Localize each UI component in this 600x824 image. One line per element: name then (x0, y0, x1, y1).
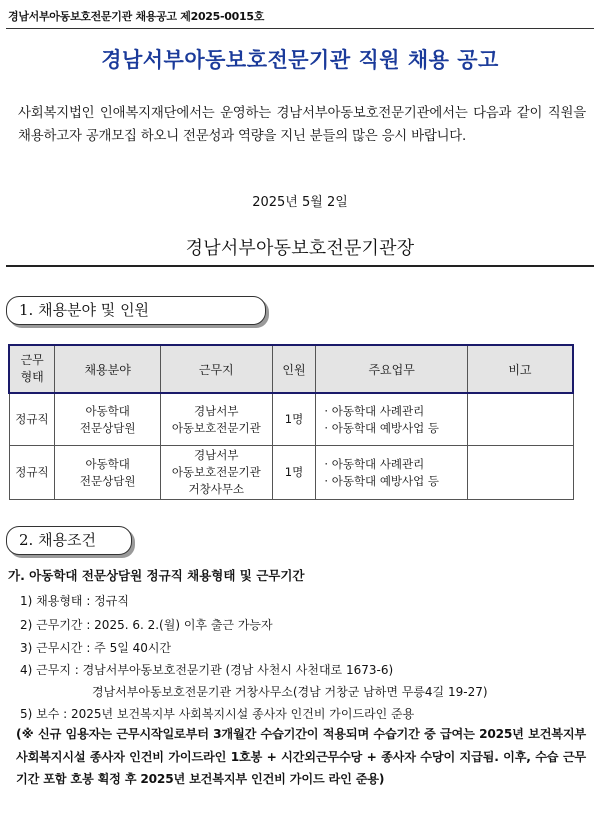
cell-count: 1명 (272, 393, 316, 446)
cell-type: 정규직 (9, 446, 55, 500)
cell-place: 경남서부 아동보호전문기관 (160, 393, 272, 446)
probation-note: (※ 신규 임용자는 근무시작일로부터 3개월간 수습기간이 적용되며 수습기간 중 급여는 2025년 보건복지부 사회복지시설 종사자 인건비 가이드라인 1호봉 + 시간외근무수당 + 종사자 수당이 지급됨. 이후, 수습 근무기간 포함 호봉 획정 후 2025년 보건복지부 인건비 가이드 라인 준용) (16, 727, 586, 786)
cell-remark (467, 393, 573, 446)
condition-employment-type: 1) 채용형태 : 정규직 (20, 594, 129, 608)
organization-head: 경남서부아동보호전문기관장 (185, 238, 415, 259)
condition-work-hours: 3) 근무시간 : 주 5일 40시간 (20, 641, 172, 655)
org-divider (6, 265, 594, 267)
header-remark: 비고 (467, 345, 573, 393)
table-row (9, 446, 573, 500)
section-2-heading: 2. 채용조건 (6, 526, 132, 555)
cell-field: 아동학대 전문상담원 (55, 393, 161, 446)
employment-subheading: 가. 아동학대 전문상담원 정규직 채용형태 및 근무기간 (8, 568, 305, 583)
condition-work-period: 2) 근무기간 : 2025. 6. 2.(월) 이후 출근 가능자 (20, 618, 273, 632)
cell-remark (467, 446, 573, 500)
condition-workplace-branch: 경남서부아동보호전문기관 거창사무소(경남 거창군 남하면 무릉4길 19-27) (92, 685, 488, 699)
header-place: 근무지 (160, 345, 272, 393)
page-title: 경남서부아동보호전문기관 직원 채용 공고 (101, 47, 499, 72)
cell-field: 아동학대 전문상담원 (55, 446, 161, 500)
cell-count: 1명 (272, 446, 316, 500)
cell-duties: · 아동학대 사례관리 · 아동학대 예방사업 등 (316, 393, 467, 446)
section-1-heading: 1. 채용분야 및 인원 (6, 296, 266, 325)
header-type (9, 345, 55, 393)
header-duties: 주요업무 (316, 345, 467, 393)
intro-paragraph: 사회복지법인 인애복지재단에서는 운영하는 경남서부아동보호전문기관에서는 다음과 같이 직원을 채용하고자 공개모집 하오니 전문성과 역량을 지닌 분들의 많은 응시 바랍니다. (18, 106, 586, 144)
condition-salary: 5) 보수 : 2025년 보건복지부 사회복지시설 종사자 인건비 가이드라인 준용 (20, 707, 415, 721)
header-divider (6, 28, 594, 29)
table-row (9, 393, 573, 446)
recruitment-table (8, 344, 574, 500)
condition-workplace: 4) 근무지 : 경남서부아동보호전문기관 (경남 사천시 사천대로 1673-6) (20, 663, 394, 677)
table-header-row (9, 345, 573, 393)
announcement-date: 2025년 5월 2일 (252, 195, 348, 210)
header-count: 인원 (272, 345, 316, 393)
header-field: 채용분야 (55, 345, 161, 393)
cell-duties: · 아동학대 사례관리 · 아동학대 예방사업 등 (316, 446, 467, 500)
header-type-text: 근무 형태 (20, 353, 44, 384)
cell-type: 정규직 (9, 393, 55, 446)
cell-place: 경남서부 아동보호전문기관 거창사무소 (160, 446, 272, 500)
notice-number: 경남서부아동보호전문기관 채용공고 제2025-0015호 (8, 10, 265, 23)
